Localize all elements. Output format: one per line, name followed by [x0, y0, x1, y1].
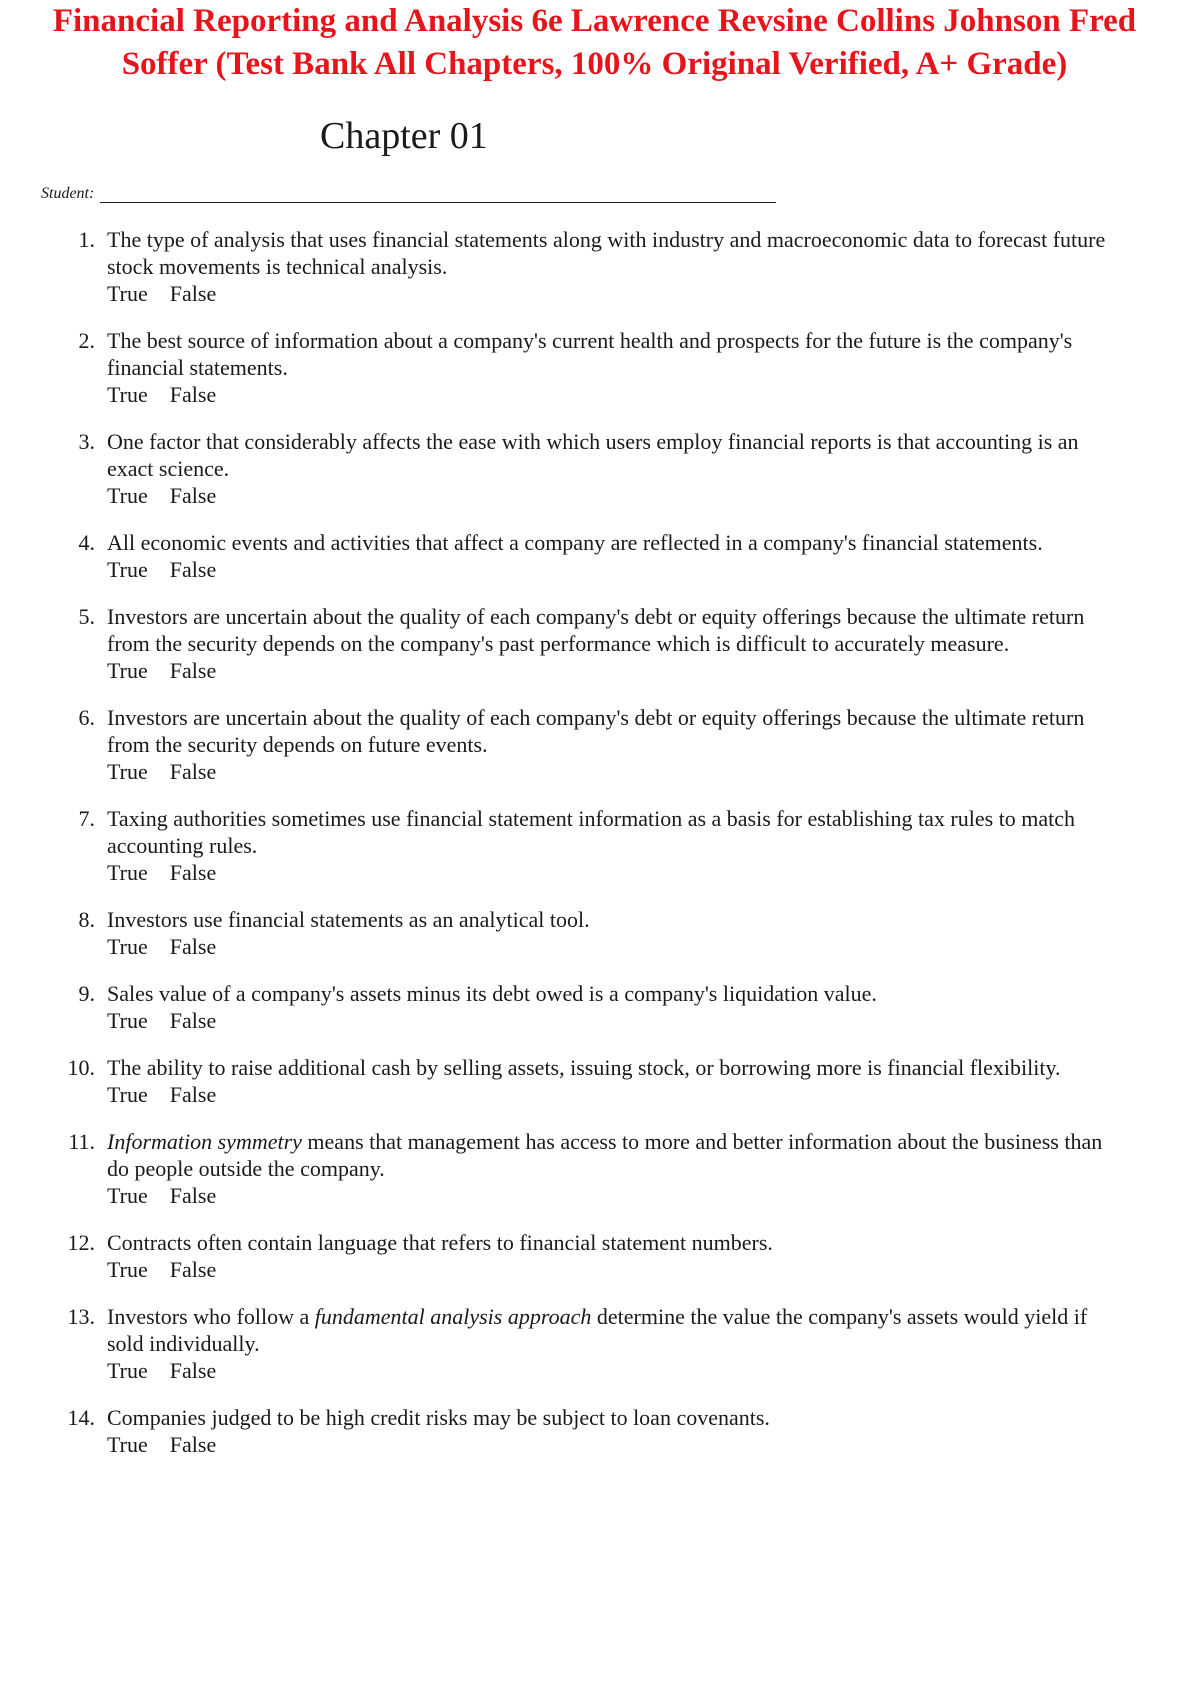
question-text: The best source of information about a company's current health and prospects for the future is the company's financial statements. — [107, 328, 1073, 380]
question-number: 2. — [78, 328, 95, 353]
true-option[interactable]: True — [107, 281, 148, 306]
question-text: Contracts often contain language that refers to financial statement numbers. — [107, 1230, 773, 1255]
question-item-9 — [0, 980, 1189, 1034]
false-option[interactable]: False — [169, 934, 217, 959]
true-option[interactable]: True — [107, 1008, 148, 1033]
true-option[interactable]: True — [107, 1358, 148, 1383]
false-option[interactable]: False — [169, 658, 217, 683]
student-label: Student: — [41, 185, 95, 202]
question-text: The type of analysis that uses financial statements along with industry and macroeconomic data to forecast future stock movements is technical analysis. — [107, 227, 1106, 279]
true-option[interactable]: True — [107, 1082, 148, 1107]
question-item-5 — [0, 603, 1189, 684]
false-option[interactable]: False — [169, 860, 217, 885]
true-option[interactable]: True — [107, 557, 148, 582]
answer-options — [107, 1357, 1129, 1384]
answer-options — [107, 1431, 1129, 1458]
true-option[interactable]: True — [107, 1257, 148, 1282]
answer-options — [107, 482, 1129, 509]
question-list — [0, 226, 1189, 1478]
question-text: Investors use financial statements as an analytical tool. — [107, 907, 590, 932]
chapter-heading: Chapter 01 — [320, 115, 488, 157]
question-number: 3. — [78, 429, 95, 454]
true-option[interactable]: True — [107, 382, 148, 407]
false-option[interactable]: False — [169, 1432, 217, 1457]
false-option[interactable]: False — [169, 1257, 217, 1282]
true-option[interactable]: True — [107, 934, 148, 959]
question-item-7 — [0, 805, 1189, 886]
question-item-11 — [0, 1128, 1189, 1209]
question-text: Investors who follow a fundamental analysis approach determine the value the company's assets would yield if sold individually. — [107, 1304, 1088, 1356]
answer-options — [107, 933, 1129, 960]
question-number: 10. — [67, 1055, 95, 1080]
question-number: 13. — [67, 1304, 95, 1329]
false-option[interactable]: False — [169, 281, 217, 306]
question-item-6 — [0, 704, 1189, 785]
question-number: 11. — [68, 1129, 95, 1154]
answer-options — [107, 1256, 1129, 1283]
question-text: Sales value of a company's assets minus its debt owed is a company's liquidation value. — [107, 981, 877, 1006]
question-item-13 — [0, 1303, 1189, 1384]
answer-options — [107, 280, 1129, 307]
answer-options — [107, 758, 1129, 785]
false-option[interactable]: False — [169, 1082, 217, 1107]
question-text: Investors are uncertain about the quality of each company's debt or equity offerings because the ultimate return from the security depends on the company's past performance which is difficult to accurately measure. — [107, 604, 1085, 656]
question-text: One factor that considerably affects the ease with which users employ financial reports is that accounting is an exact science. — [107, 429, 1079, 481]
question-number: 12. — [67, 1230, 95, 1255]
question-item-10 — [0, 1054, 1189, 1108]
question-item-4 — [0, 529, 1189, 583]
true-option[interactable]: True — [107, 860, 148, 885]
question-number: 1. — [78, 227, 95, 252]
false-option[interactable]: False — [169, 382, 217, 407]
false-option[interactable]: False — [169, 1358, 217, 1383]
true-option[interactable]: True — [107, 759, 148, 784]
question-text: All economic events and activities that affect a company are reflected in a company's financial statements. — [107, 530, 1043, 555]
answer-options — [107, 1182, 1129, 1209]
false-option[interactable]: False — [169, 1008, 217, 1033]
false-option[interactable]: False — [169, 557, 217, 582]
question-number: 4. — [78, 530, 95, 555]
question-item-2 — [0, 327, 1189, 408]
question-item-8 — [0, 906, 1189, 960]
question-number: 8. — [78, 907, 95, 932]
true-option[interactable]: True — [107, 658, 148, 683]
answer-options — [107, 556, 1129, 583]
student-name-blank[interactable] — [100, 183, 776, 203]
answer-options — [107, 859, 1129, 886]
document-title: Financial Reporting and Analysis 6e Lawrence Revsine Collins Johnson Fred Soffer (Test Bank All Chapters, 100% Original Verified, A+ Grade) — [52, 3, 1137, 82]
question-number: 5. — [78, 604, 95, 629]
question-number: 6. — [78, 705, 95, 730]
answer-options — [107, 381, 1129, 408]
question-item-1 — [0, 226, 1189, 307]
question-text: Taxing authorities sometimes use financial statement information as a basis for establishing tax rules to match accounting rules. — [107, 806, 1076, 858]
question-item-3 — [0, 428, 1189, 509]
answer-options — [107, 1007, 1129, 1034]
question-text: Information symmetry means that management has access to more and better information about the business than do people outside the company. — [107, 1129, 1103, 1181]
false-option[interactable]: False — [169, 1183, 217, 1208]
question-item-14 — [0, 1404, 1189, 1458]
false-option[interactable]: False — [169, 483, 217, 508]
answer-options — [107, 657, 1129, 684]
student-name-line — [41, 183, 776, 203]
question-number: 9. — [78, 981, 95, 1006]
question-number: 7. — [78, 806, 95, 831]
question-text: The ability to raise additional cash by selling assets, issuing stock, or borrowing more is financial flexibility. — [107, 1055, 1061, 1080]
answer-options — [107, 1081, 1129, 1108]
true-option[interactable]: True — [107, 1432, 148, 1457]
question-item-12 — [0, 1229, 1189, 1283]
question-text: Companies judged to be high credit risks may be subject to loan covenants. — [107, 1405, 770, 1430]
question-text: Investors are uncertain about the quality of each company's debt or equity offerings because the ultimate return from the security depends on future events. — [107, 705, 1085, 757]
true-option[interactable]: True — [107, 1183, 148, 1208]
false-option[interactable]: False — [169, 759, 217, 784]
true-option[interactable]: True — [107, 483, 148, 508]
question-number: 14. — [67, 1405, 95, 1430]
